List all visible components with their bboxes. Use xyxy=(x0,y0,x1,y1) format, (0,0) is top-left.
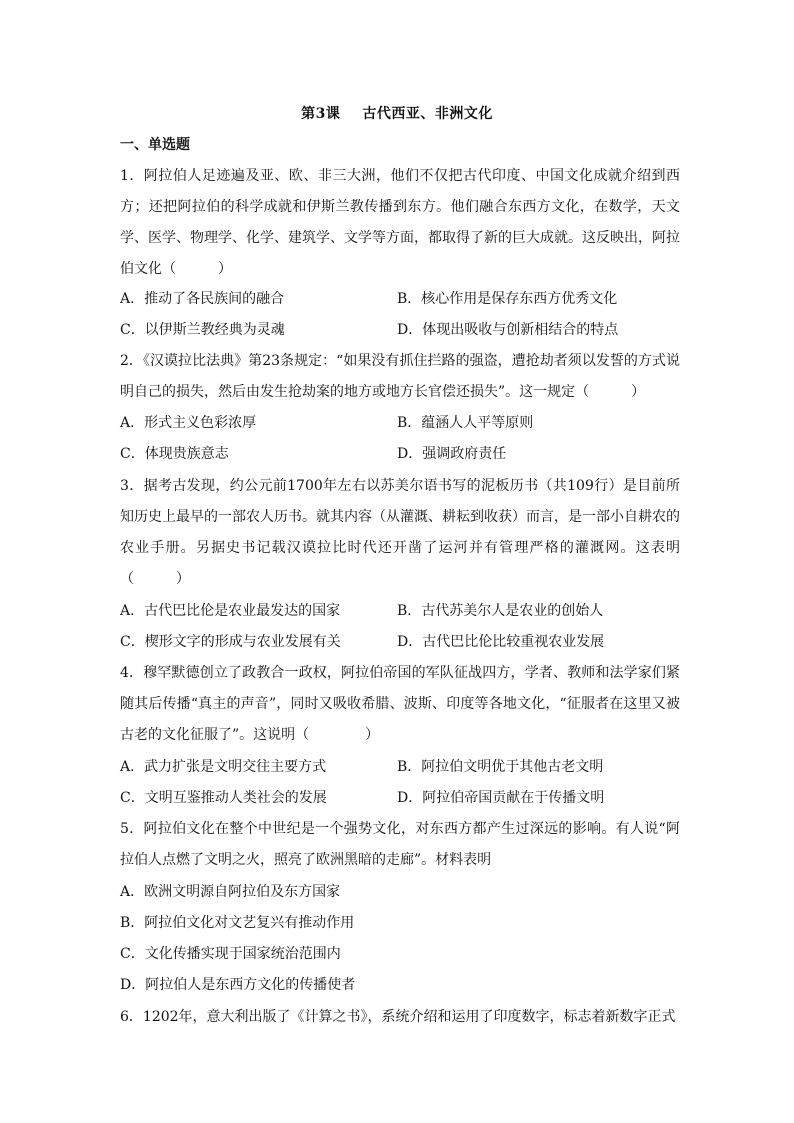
question-2-option-a: A．形式主义色彩浓厚 xyxy=(120,415,257,431)
question-5-option-a: A．欧洲文明源自阿拉伯及东方国家 xyxy=(120,884,341,900)
question-3-option-c: C．楔形文字的形成与农业发展有关 xyxy=(120,634,341,650)
question-2-option-c: C．体现贵族意志 xyxy=(120,446,229,462)
question-5-option-c: C．文化传播实现于国家统治范围内 xyxy=(120,946,341,962)
question-4-option-b: B．阿拉伯文明优于其他古老文明 xyxy=(397,759,604,775)
question-1-stem: 1．阿拉伯人足迹遍及亚、欧、非三大洲，他们不仅把古代印度、中国文化成就介绍到西方；还把阿拉伯的科学成就和伊斯兰教传播到东方。他们融合东西方文化，在数学，天文学、医学、物理学、化学、建筑学、文学等方面，都取得了新的巨大成就。这反映出，阿拉伯文化（ ） xyxy=(120,168,680,277)
question-1-option-a: A．推动了各民族间的融合 xyxy=(120,291,285,307)
page-title xyxy=(0,103,794,123)
question-4-option-a: A．武力扩张是文明交往主要方式 xyxy=(120,759,327,775)
question-5-option-b: B．阿拉伯文化对文艺复兴有推动作用 xyxy=(120,915,355,931)
lesson-name: 古代西亚、非洲文化 xyxy=(362,106,493,122)
question-6-stem: 6．1202年，意大利出版了《计算之书》，系统介绍和运用了印度数字，标志着新数字正式 xyxy=(120,1009,676,1025)
question-2-option-d: D．强调政府责任 xyxy=(397,446,507,462)
question-3-option-d: D．古代巴比伦比较重视农业发展 xyxy=(397,634,605,650)
question-3-option-b: B．古代苏美尔人是农业的创始人 xyxy=(397,603,604,619)
question-4-option-d: D．阿拉伯帝国贡献在于传播文明 xyxy=(397,790,605,806)
question-3-stem: 3．据考古发现，约公元前1700年左右以苏美尔语书写的泥板历书（共109行）是目前所知历史上最早的一部农人历书。就其内容（从灌溉、耕耘到收获）而言，是一部小自耕农的农业手册。另据史书记载汉谟拉比时代还开凿了运河并有管理严格的灌溉网。这表明（ ） xyxy=(120,478,680,587)
lesson-number: 第3课 xyxy=(301,106,341,122)
question-1-option-c: C．以伊斯兰教经典为灵魂 xyxy=(120,322,285,338)
question-4-option-c: C．文明互鉴推动人类社会的发展 xyxy=(120,790,327,806)
question-1-option-b: B．核心作用是保存东西方优秀文化 xyxy=(397,291,618,307)
question-5-stem: 5．阿拉伯文化在整个中世纪是一个强势文化，对东西方都产生过深远的影响。有人说“阿拉伯人点燃了文明之火，照亮了欧洲黑暗的走廊”。材料表明 xyxy=(120,821,680,868)
question-4-stem: 4．穆罕默德创立了政教合一政权，阿拉伯帝国的军队征战四方，学者、教师和法学家们紧随其后传播“真主的声音”，同时又吸收希腊、波斯、印度等各地文化，“征服者在这里又被古老的文化征服了”。这说明（ ） xyxy=(120,665,680,743)
question-1-option-d: D．体现出吸收与创新相结合的特点 xyxy=(397,322,619,338)
question-2-stem: 2．《汉谟拉比法典》第23条规定：“如果没有抓住拦路的强盗，遭抢劫者须以发誓的方式说明自己的损失，然后由发生抢劫案的地方或地方长官偿还损失”。这一规定（ ） xyxy=(120,353,680,400)
section-heading: 一、单选题 xyxy=(120,137,190,153)
question-5-option-d: D．阿拉伯人是东西方文化的传播使者 xyxy=(120,977,356,993)
question-2-option-b: B．蕴涵人人平等原则 xyxy=(397,415,534,431)
question-3-option-a: A．古代巴比伦是农业最发达的国家 xyxy=(120,603,341,619)
